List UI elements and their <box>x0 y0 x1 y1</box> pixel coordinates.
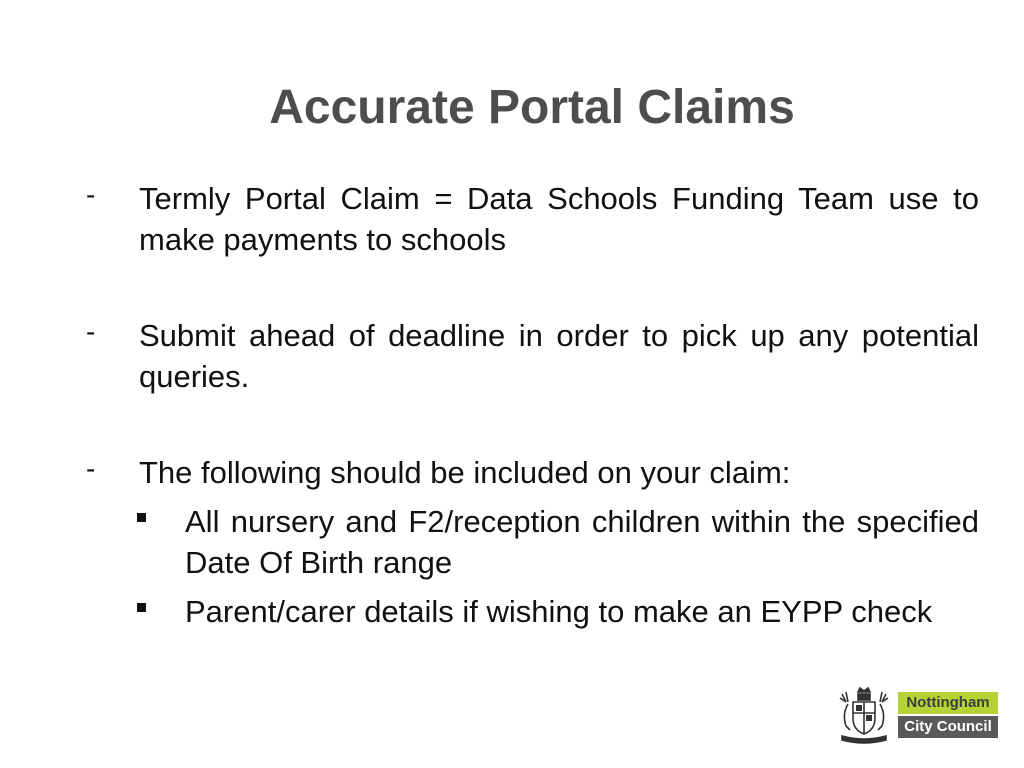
bullet-item <box>0 315 979 397</box>
square-bullet-icon <box>137 603 146 612</box>
bullet-text: The following should be included on your claim: <box>139 455 791 490</box>
bullet-item <box>0 452 979 632</box>
sub-bullet-text: All nursery and F2/reception children within the specified Date Of Birth range <box>185 504 979 580</box>
sub-bullet-list <box>0 501 979 632</box>
bullet-text: Termly Portal Claim = Data Schools Funding Team use to make payments to schools <box>139 181 979 257</box>
logo-text-city-council: City Council <box>898 716 998 738</box>
bullet-list <box>0 178 1024 640</box>
sub-bullet-item <box>0 501 979 583</box>
square-bullet-icon <box>137 513 146 522</box>
sub-bullet-text: Parent/carer details if wishing to make an EYPP check <box>185 594 933 629</box>
bullet-text: Submit ahead of deadline in order to pick up any potential queries. <box>139 318 979 394</box>
slide-title: Accurate Portal Claims <box>269 81 795 134</box>
coat-of-arms-icon <box>836 686 892 744</box>
bullet-dash-marker: - <box>86 453 96 484</box>
logo-text-nottingham: Nottingham <box>898 692 998 714</box>
bullet-dash-marker: - <box>86 179 96 210</box>
bullet-item <box>0 178 979 260</box>
nottingham-city-council-logo <box>836 686 1000 744</box>
bullet-dash-marker: - <box>86 316 96 347</box>
sub-bullet-item <box>0 591 979 632</box>
